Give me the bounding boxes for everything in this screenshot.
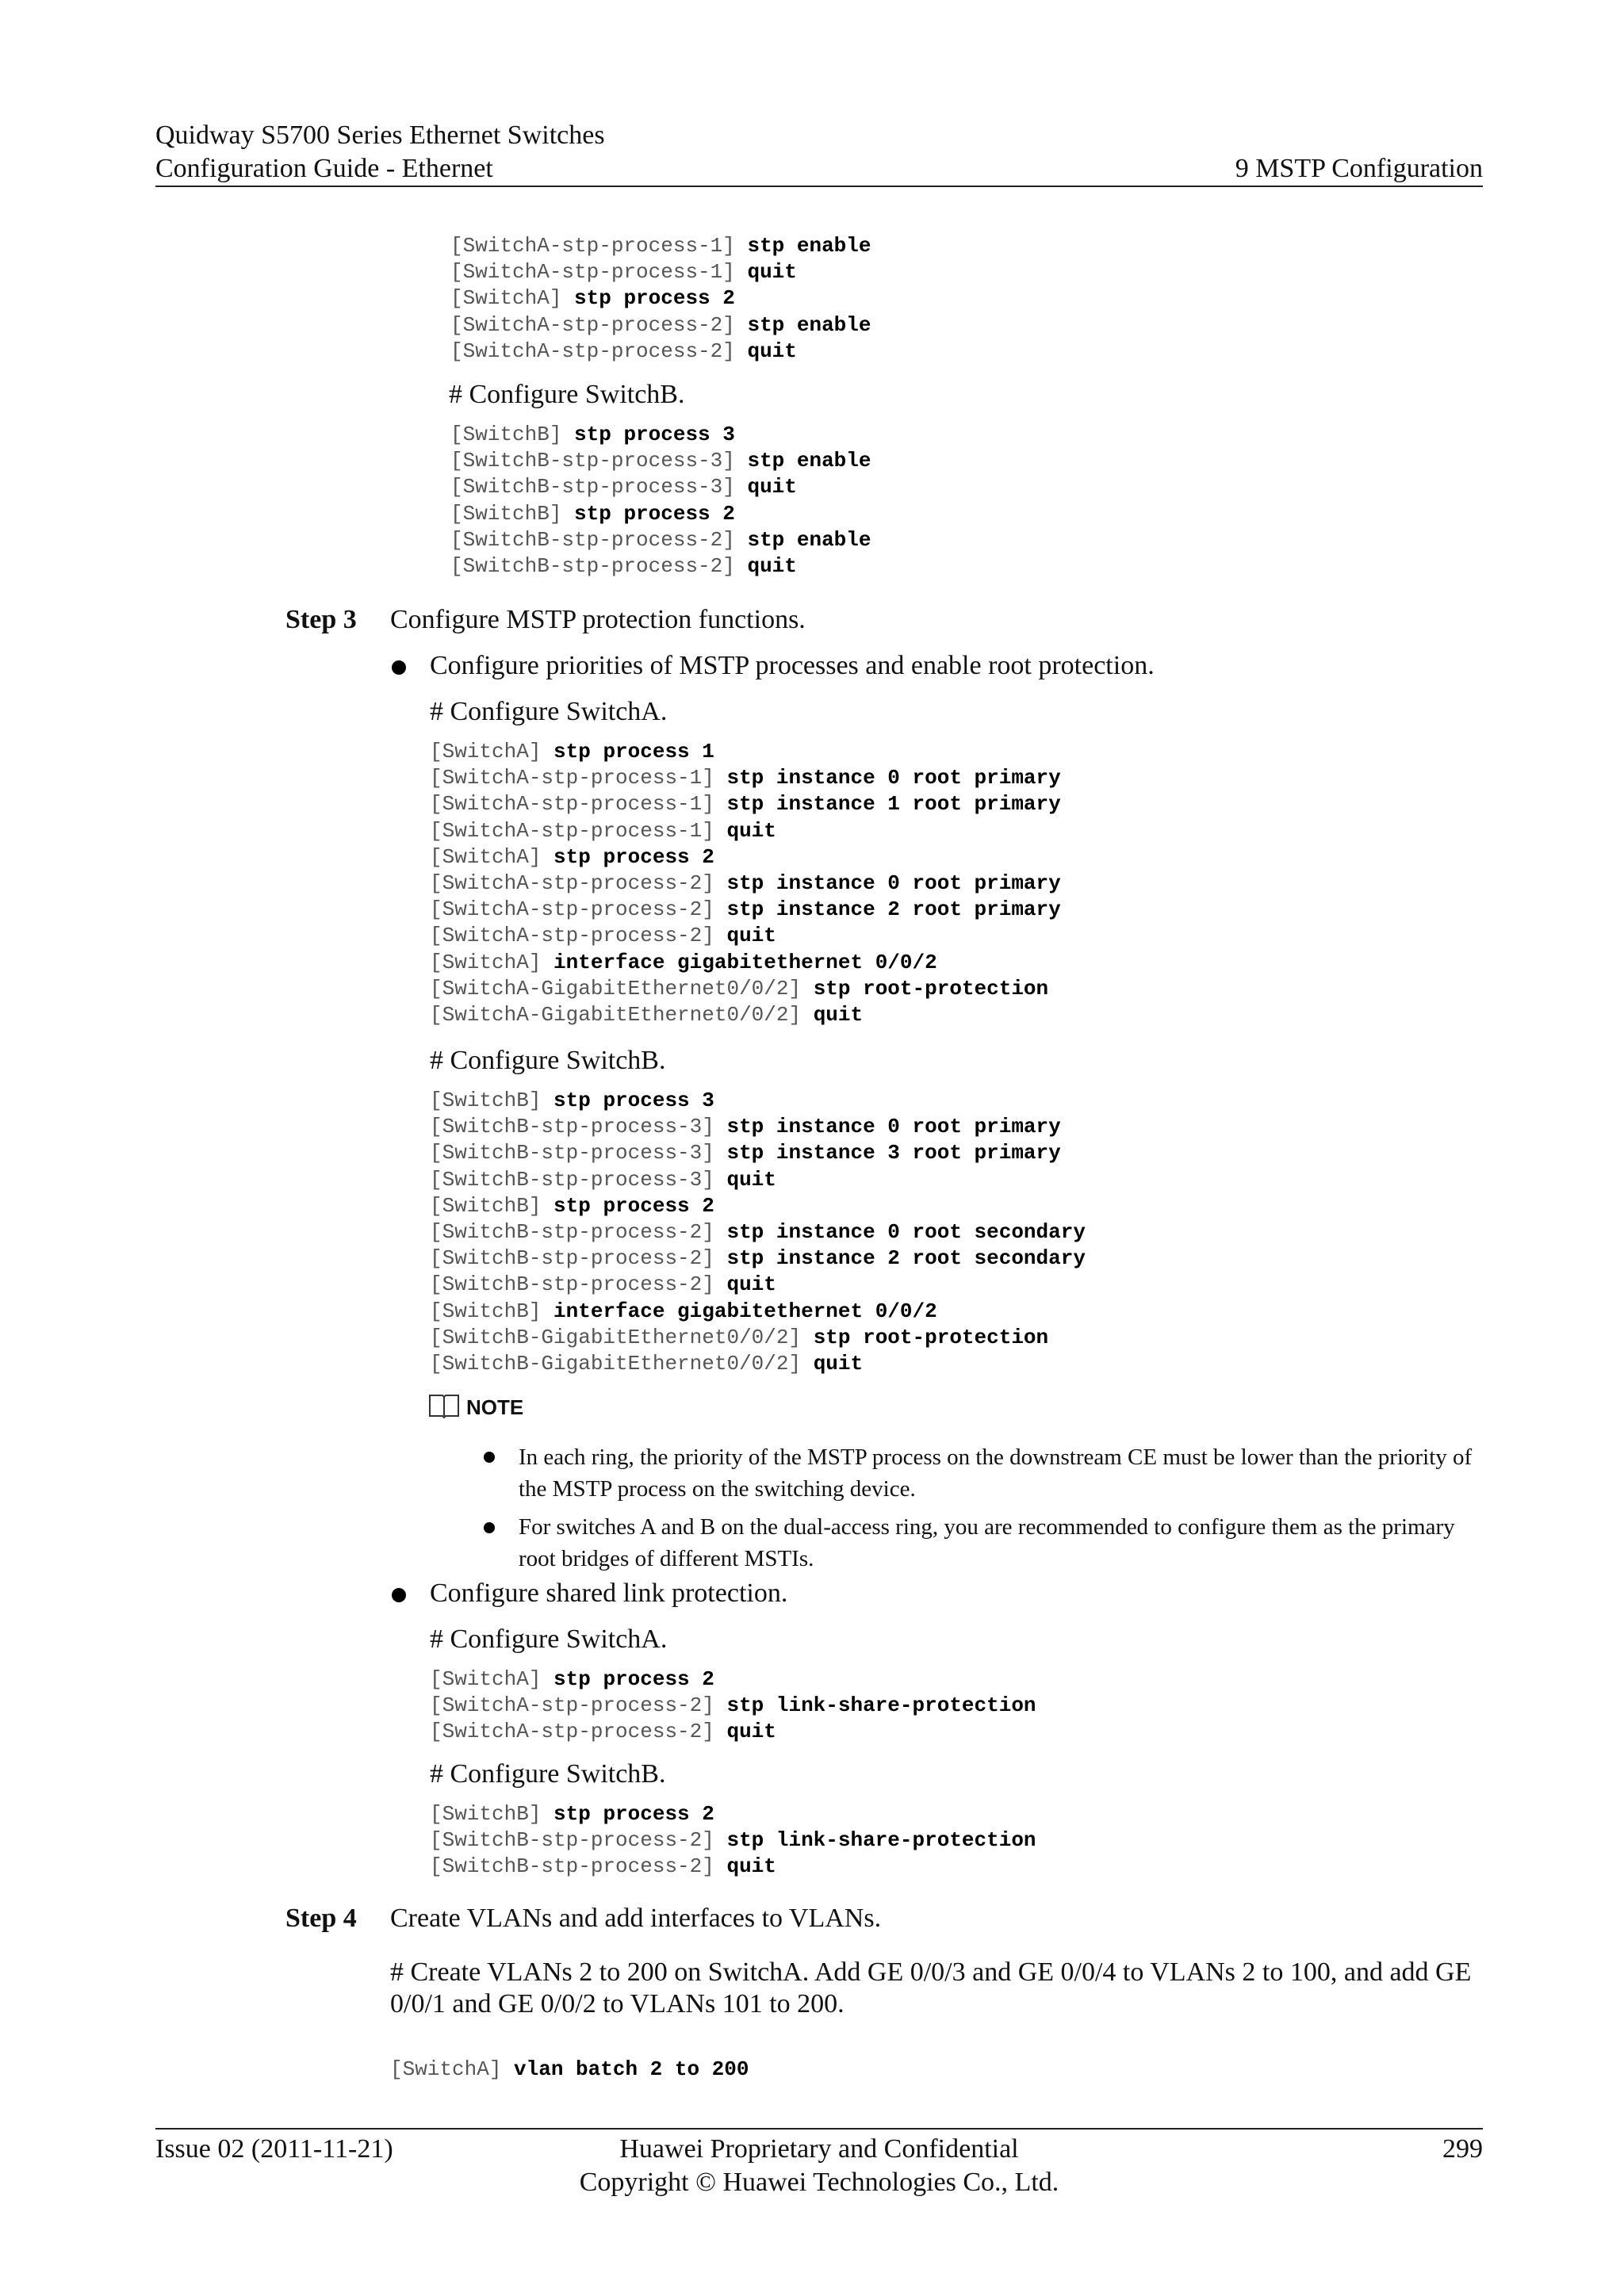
- code-command: stp instance 2 root secondary: [726, 1246, 1086, 1271]
- step4-text: Create VLANs and add interfaces to VLANs.: [390, 1904, 882, 1933]
- code-line: [430, 1114, 1086, 1140]
- code-line: [450, 553, 871, 580]
- step4-description: # Create VLANs 2 to 200 on SwitchA. Add GE 0/0/3 and GE 0/0/4 to VLANs 2 to 100, and add GE 0/0/1 and GE 0/0/2 to VLANs 101 to 200.: [390, 1957, 1472, 2019]
- code-line: [430, 1693, 1036, 1719]
- code-line: [390, 2057, 749, 2083]
- code-line: [430, 1854, 1036, 1880]
- note-item: For switches A and B on the dual-access ring, you are recommended to configure them as the primary root bridges of different MSTIs.: [519, 1514, 1455, 1571]
- code-line: [450, 448, 871, 474]
- header-product: Quidway S5700 Series Ethernet Switches: [155, 121, 605, 150]
- code-line: [430, 1272, 1086, 1298]
- code-prompt: [SwitchB-stp-process-2]: [430, 1854, 727, 1879]
- code-command: quit: [726, 818, 776, 843]
- page-number: 299: [1442, 2134, 1483, 2164]
- code-line: [430, 1167, 1086, 1193]
- configure-switchb-label: # Configure SwitchB.: [449, 380, 685, 409]
- code-command: quit: [747, 260, 797, 285]
- code-line: [430, 1193, 1086, 1219]
- code-command: quit: [726, 1167, 776, 1192]
- code-prompt: [SwitchB-stp-process-3]: [430, 1167, 727, 1192]
- code-prompt: [SwitchA-stp-process-1]: [450, 260, 748, 285]
- code-prompt: [SwitchA-stp-process-1]: [450, 234, 748, 258]
- code-command: quit: [747, 475, 797, 499]
- code-command: quit: [726, 1272, 776, 1297]
- code-prompt: [SwitchB-stp-process-2]: [430, 1219, 727, 1244]
- page-header: [155, 119, 1483, 186]
- code-prompt: [SwitchB-stp-process-3]: [430, 1115, 727, 1139]
- code-line: [430, 897, 1061, 923]
- code-command: stp process 1: [553, 740, 714, 763]
- code-command: stp enable: [747, 449, 871, 473]
- code-prompt: [SwitchA-stp-process-2]: [430, 871, 727, 895]
- code-prompt: [SwitchB]: [430, 1193, 554, 1218]
- code-line: [430, 1801, 1036, 1827]
- code-line: [430, 976, 1061, 1002]
- code-command: stp enable: [747, 527, 871, 552]
- code-command: stp instance 1 root primary: [726, 792, 1061, 817]
- code-prompt: [SwitchB-stp-process-2]: [450, 527, 748, 552]
- code-line: [430, 871, 1061, 897]
- code-command: stp link-share-protection: [726, 1828, 1036, 1853]
- code-command: stp instance 0 root secondary: [726, 1219, 1086, 1244]
- code-command: stp process 2: [574, 501, 735, 526]
- code-prompt: [SwitchB-GigabitEthernet0/0/2]: [430, 1351, 814, 1376]
- code-prompt: [SwitchB]: [430, 1802, 554, 1826]
- step3-text: Configure MSTP protection functions.: [390, 605, 806, 634]
- code-command: stp process 2: [553, 1667, 714, 1691]
- code-command: stp root-protection: [813, 976, 1049, 1001]
- code-prompt: [SwitchA-stp-process-2]: [430, 1693, 727, 1718]
- code-line: [450, 312, 871, 339]
- code-prompt: [SwitchA]: [390, 2057, 515, 2081]
- code-line: [450, 339, 871, 365]
- code-block-switchb-share: [430, 1801, 1036, 1881]
- code-prompt: [SwitchA]: [450, 286, 575, 311]
- header-guide: Configuration Guide - Ethernet: [155, 154, 493, 183]
- code-prompt: [SwitchB-stp-process-3]: [450, 449, 748, 473]
- code-command: stp process 2: [553, 1193, 714, 1218]
- footer-copyright: [155, 2133, 1483, 2199]
- code-prompt: [SwitchA-stp-process-2]: [450, 312, 748, 337]
- book-icon: [428, 1392, 460, 1425]
- code-prompt: [SwitchA]: [430, 950, 554, 974]
- code-command: quit: [747, 553, 797, 578]
- note-bullet-icon: [484, 1452, 495, 1463]
- code-prompt: [SwitchA-stp-process-1]: [430, 766, 727, 790]
- code-prompt: [SwitchA-GigabitEthernet0/0/2]: [430, 1002, 814, 1027]
- code-block-switchb-enable: [450, 422, 871, 580]
- code-line: [430, 923, 1061, 949]
- code-command: stp instance 3 root primary: [726, 1141, 1061, 1165]
- code-prompt: [SwitchB-stp-process-2]: [430, 1246, 727, 1271]
- code-line: [450, 422, 871, 448]
- code-command: quit: [726, 1720, 776, 1744]
- code-command: stp root-protection: [813, 1325, 1049, 1349]
- code-prompt: [SwitchA-stp-process-1]: [430, 818, 727, 843]
- code-prompt: [SwitchB]: [430, 1089, 554, 1112]
- code-command: interface gigabitethernet 0/0/2: [553, 950, 937, 974]
- code-prompt: [SwitchA]: [430, 740, 554, 763]
- code-command: stp process 3: [553, 1089, 714, 1112]
- code-command: stp instance 0 root primary: [726, 1115, 1061, 1139]
- footer-issue: Issue 02 (2011-11-21): [155, 2134, 393, 2164]
- code-prompt: [SwitchB]: [450, 501, 575, 526]
- code-command: quit: [726, 924, 776, 948]
- configure-switchb-label: # Configure SwitchB.: [430, 1759, 666, 1789]
- code-prompt: [SwitchB-GigabitEthernet0/0/2]: [430, 1325, 814, 1349]
- code-line: [430, 739, 1061, 765]
- code-command: stp process 2: [553, 1802, 714, 1826]
- step4-label: Step 4: [285, 1904, 357, 1933]
- bullet-priority: Configure priorities of MSTP processes and enable root protection.: [430, 651, 1155, 680]
- code-line: [450, 527, 871, 553]
- code-command: quit: [813, 1351, 864, 1376]
- code-prompt: [SwitchB]: [430, 1299, 554, 1323]
- footer-confidential: Huawei Proprietary and Confidential: [619, 2134, 1019, 2164]
- code-prompt: [SwitchB-stp-process-3]: [450, 475, 748, 499]
- code-line: [450, 474, 871, 500]
- code-line: [430, 1002, 1061, 1028]
- code-line: [450, 259, 871, 285]
- note-item: In each ring, the priority of the MSTP process on the downstream CE must be lower than the priority of the MSTP process on the switching device.: [519, 1445, 1473, 1502]
- note-title: NOTE: [466, 1395, 524, 1419]
- code-line: [430, 1219, 1086, 1246]
- code-prompt: [SwitchA-stp-process-2]: [430, 1720, 727, 1744]
- code-line: [430, 1299, 1086, 1325]
- code-command: stp process 3: [574, 423, 735, 446]
- footer-copyright-line: Copyright © Huawei Technologies Co., Ltd.: [579, 2168, 1059, 2197]
- footer-divider: [155, 2128, 1483, 2130]
- code-line: [430, 844, 1061, 871]
- code-line: [450, 285, 871, 312]
- configure-switcha-label: # Configure SwitchA.: [430, 697, 668, 726]
- code-prompt: [SwitchA]: [430, 844, 554, 869]
- code-block-switcha-enable: [450, 233, 871, 365]
- code-line: [430, 1351, 1086, 1377]
- code-command: stp process 2: [574, 286, 735, 311]
- code-line: [430, 1088, 1086, 1114]
- code-command: stp process 2: [553, 844, 714, 869]
- code-command: quit: [726, 1854, 776, 1879]
- code-block-vlan: [390, 2057, 749, 2083]
- code-line: [430, 818, 1061, 844]
- code-line: [430, 1667, 1036, 1693]
- code-command: stp instance 0 root primary: [726, 766, 1061, 790]
- note-bullet-icon: [484, 1522, 495, 1533]
- code-line: [450, 233, 871, 259]
- code-block-switchb-priority: [430, 1088, 1086, 1377]
- code-line: [430, 1719, 1036, 1745]
- code-command: quit: [813, 1002, 864, 1027]
- code-line: [430, 1140, 1086, 1166]
- code-prompt: [SwitchA-GigabitEthernet0/0/2]: [430, 976, 814, 1001]
- code-command: stp instance 0 root primary: [726, 871, 1061, 895]
- code-prompt: [SwitchA-stp-process-1]: [430, 792, 727, 817]
- step3-label: Step 3: [285, 605, 357, 634]
- code-prompt: [SwitchB-stp-process-2]: [430, 1828, 727, 1853]
- code-line: [430, 950, 1061, 976]
- code-command: stp link-share-protection: [726, 1693, 1036, 1718]
- code-line: [430, 791, 1061, 817]
- code-prompt: [SwitchA-stp-process-2]: [450, 339, 748, 363]
- code-line: [430, 1827, 1036, 1854]
- bullet-icon: [392, 660, 406, 675]
- code-prompt: [SwitchA-stp-process-2]: [430, 897, 727, 922]
- bullet-icon: [392, 1588, 406, 1602]
- code-line: [450, 501, 871, 527]
- code-block-switcha-share: [430, 1667, 1036, 1746]
- configure-switcha-label: # Configure SwitchA.: [430, 1624, 668, 1654]
- code-command: interface gigabitethernet 0/0/2: [553, 1299, 937, 1323]
- code-prompt: [SwitchB-stp-process-2]: [450, 553, 748, 578]
- code-prompt: [SwitchA]: [430, 1667, 554, 1691]
- header-section: 9 MSTP Configuration: [1235, 154, 1483, 183]
- code-command: vlan batch 2 to 200: [514, 2057, 749, 2081]
- code-prompt: [SwitchB-stp-process-3]: [430, 1141, 727, 1165]
- code-prompt: [SwitchB]: [450, 423, 575, 446]
- code-command: stp enable: [747, 312, 871, 337]
- code-block-switcha-priority: [430, 739, 1061, 1028]
- header-divider: [155, 186, 1483, 187]
- code-line: [430, 1325, 1086, 1351]
- code-command: stp instance 2 root primary: [726, 897, 1061, 922]
- configure-switchb-label: # Configure SwitchB.: [430, 1046, 666, 1075]
- code-command: quit: [747, 339, 797, 363]
- code-line: [430, 1246, 1086, 1272]
- code-line: [430, 765, 1061, 791]
- code-prompt: [SwitchA-stp-process-2]: [430, 924, 727, 948]
- note-header: [428, 1392, 523, 1425]
- bullet-shared-link: Configure shared link protection.: [430, 1578, 788, 1608]
- code-command: stp enable: [747, 234, 871, 258]
- code-prompt: [SwitchB-stp-process-2]: [430, 1272, 727, 1297]
